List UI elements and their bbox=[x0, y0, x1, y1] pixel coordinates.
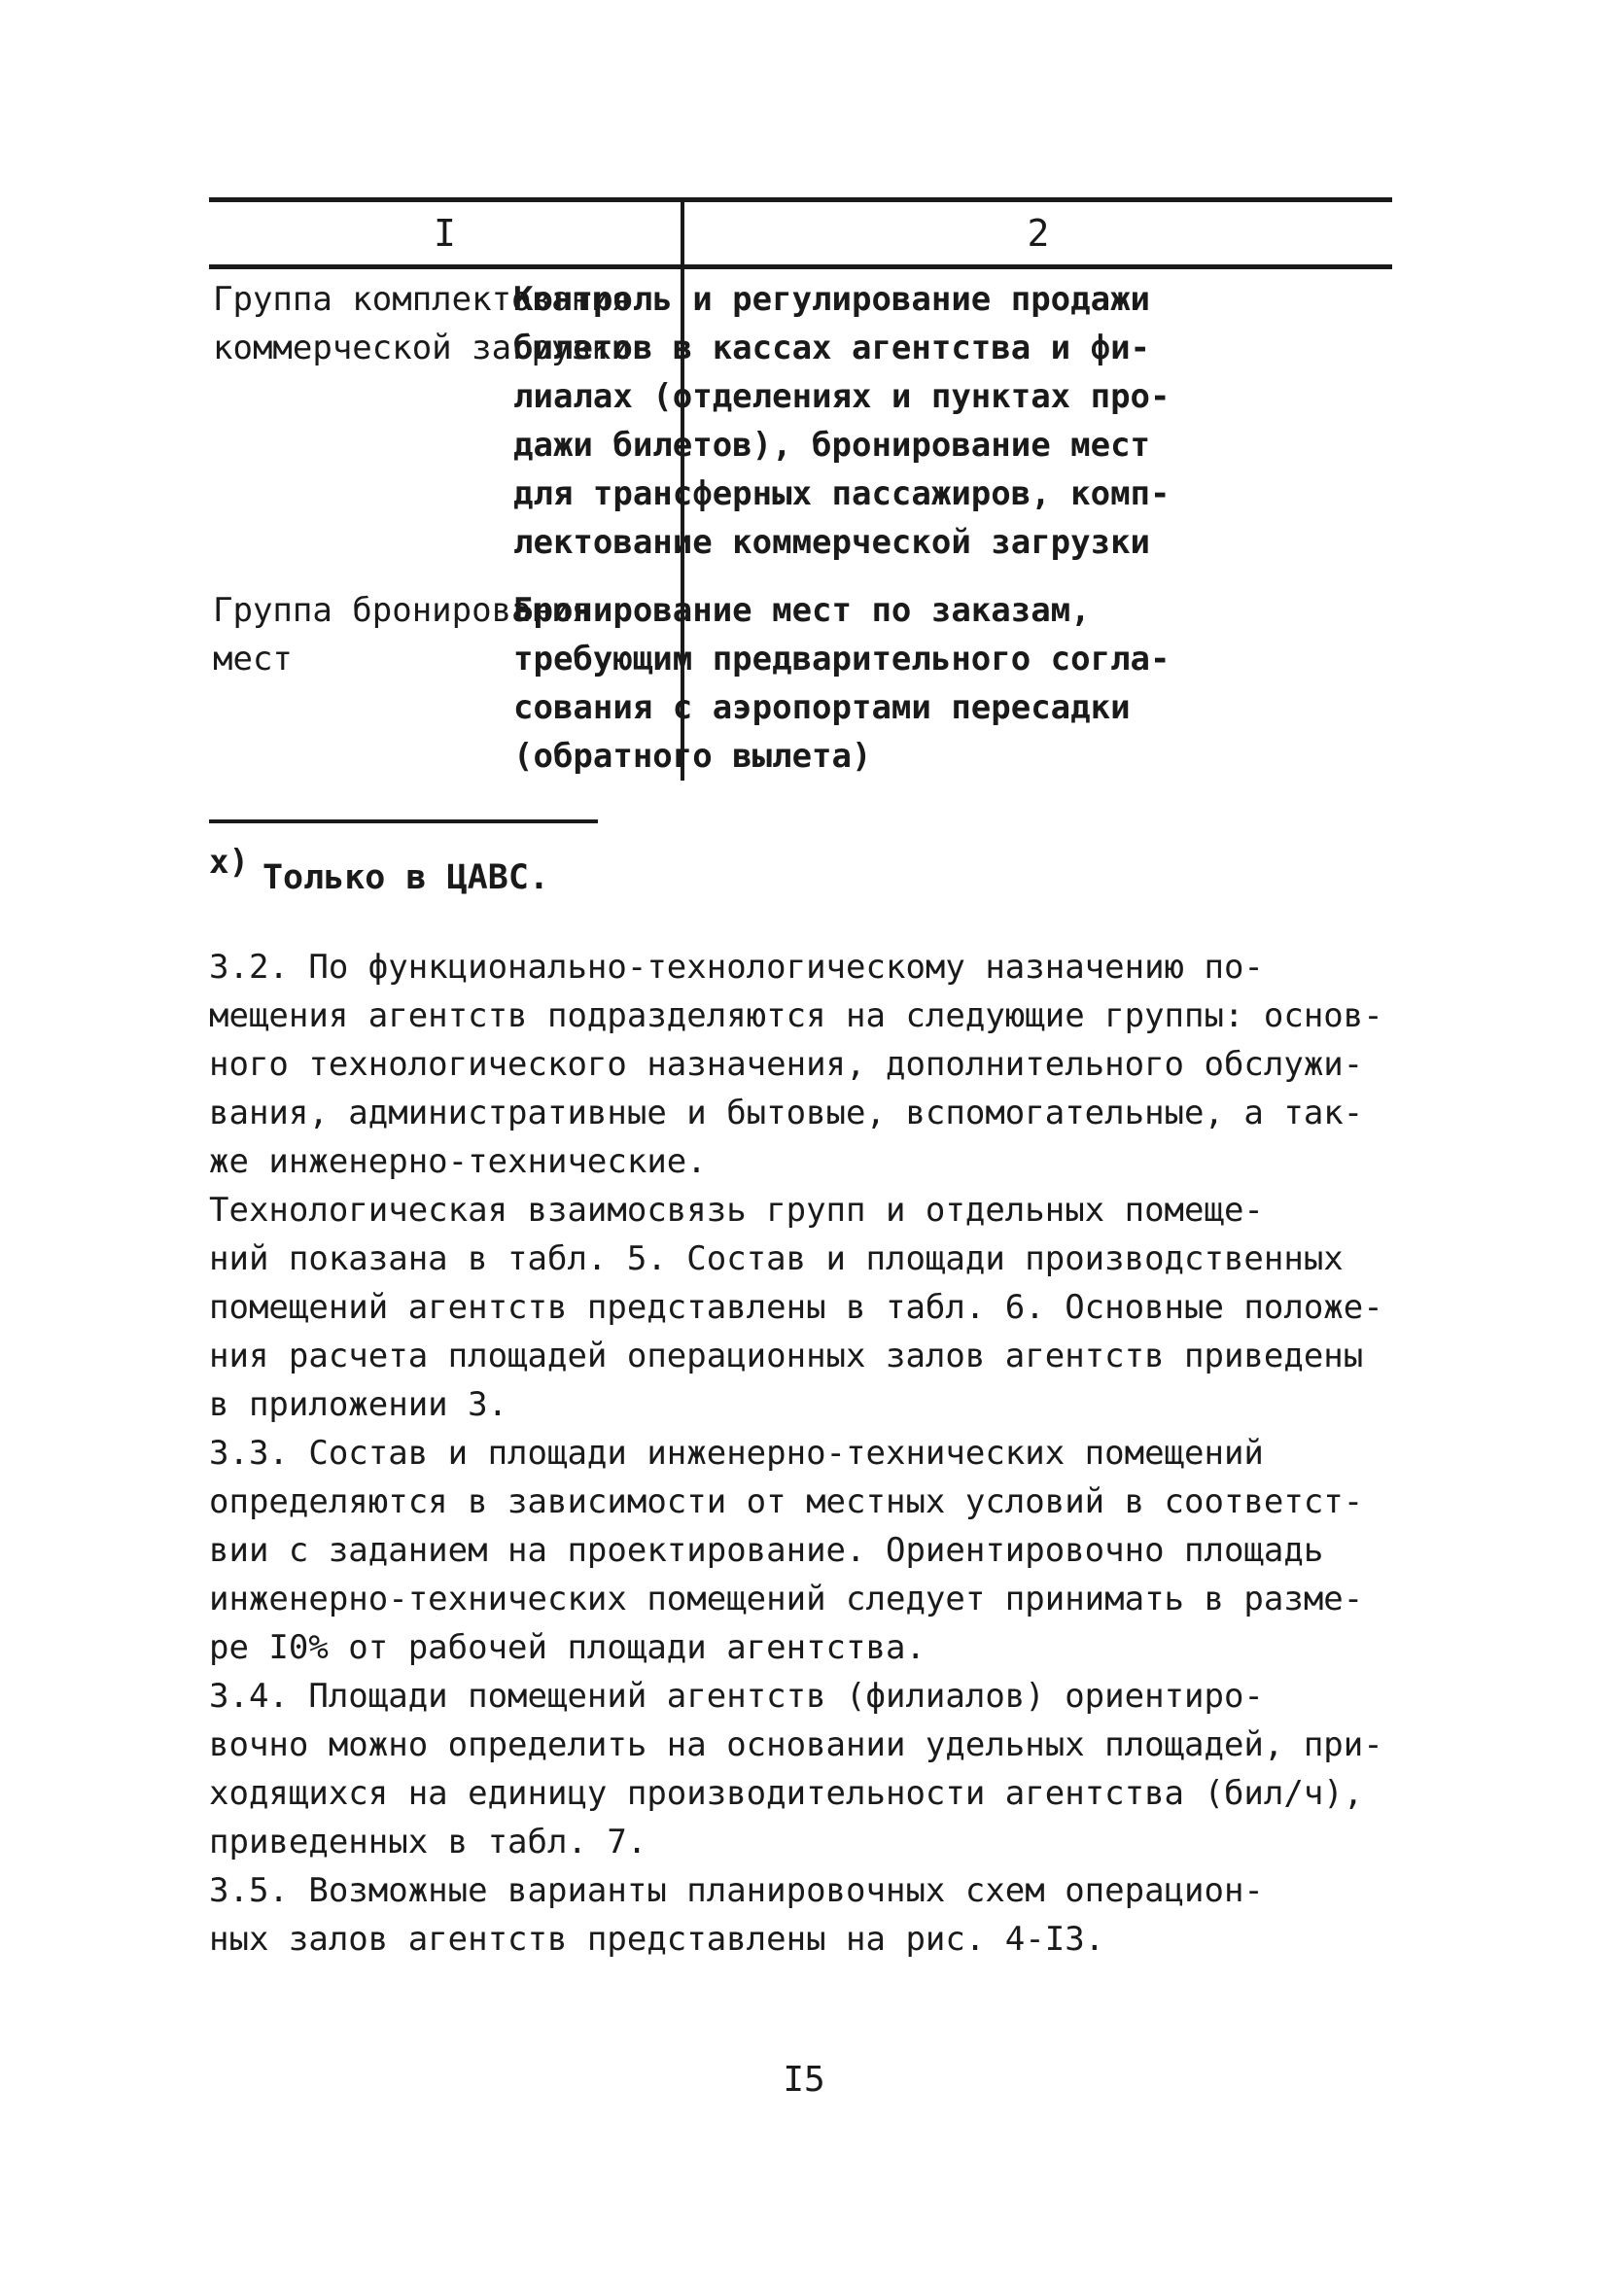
page-number: I5 bbox=[783, 2060, 825, 2100]
cell-line: Группа бронирования bbox=[213, 591, 591, 630]
footnote-mark: x) bbox=[209, 843, 249, 882]
cell-line: Контроль и регулирование продажи bbox=[513, 280, 1151, 319]
cell-line: требующим предварительного согла- bbox=[513, 640, 1171, 678]
cell-line: лектование коммерческой загрузки bbox=[513, 523, 1151, 562]
text-line: ных залов агентств представлены на рис. 4-I3. bbox=[209, 1920, 1105, 1959]
text-line: ре I0% от рабочей площади агентства. bbox=[209, 1628, 926, 1667]
text-line: определяются в зависимости от местных условий в соответст- bbox=[209, 1482, 1364, 1521]
cell-line: Группа комплектования bbox=[213, 280, 631, 319]
paragraph-3-5 bbox=[209, 1866, 1415, 1964]
table-header-col1: I bbox=[434, 212, 456, 255]
text-line: вии с заданием на проектирование. Ориентировочно площадь bbox=[209, 1531, 1324, 1570]
table-row-2-col2 bbox=[513, 586, 1171, 781]
body-text bbox=[209, 943, 1415, 1964]
cell-line: лиалах (отделениях и пунктах про- bbox=[513, 377, 1171, 416]
paragraph-3-4 bbox=[209, 1672, 1415, 1866]
text-line: ния расчета площадей операционных залов агентств приведены bbox=[209, 1337, 1364, 1375]
paragraph-tech-relations bbox=[209, 1186, 1415, 1429]
cell-line: коммерческой загрузки bbox=[213, 329, 631, 367]
text-line: ного технологического назначения, дополнительного обслужи- bbox=[209, 1045, 1364, 1084]
text-line: 3.5. Возможные варианты планировочных схем операцион- bbox=[209, 1871, 1264, 1910]
cell-line: Бронирование мест по заказам, bbox=[513, 591, 1091, 630]
text-line: вочно можно определить на основании удельных площадей, при- bbox=[209, 1725, 1383, 1764]
cell-line: (обратного вылета) bbox=[513, 737, 872, 776]
footnote bbox=[209, 838, 549, 902]
table-header-rule bbox=[209, 264, 1392, 269]
text-line: 3.2. По функционально-технологическому назначению по- bbox=[209, 948, 1264, 987]
text-line: Технологическая взаимосвязь групп и отдельных помеще- bbox=[209, 1191, 1264, 1230]
text-line: приведенных в табл. 7. bbox=[209, 1823, 647, 1861]
cell-line: для трансферных пассажиров, комп- bbox=[513, 474, 1171, 513]
footnote-text: Только в ЦАВС. bbox=[262, 858, 549, 897]
table-row-1-col2 bbox=[513, 275, 1171, 567]
cell-line: билетов в кассах агентства и фи- bbox=[513, 329, 1151, 367]
cell-line: дажи билетов), бронирование мест bbox=[513, 426, 1151, 465]
text-line: 3.4. Площади помещений агентств (филиалов) ориентиро- bbox=[209, 1677, 1264, 1716]
paragraph-3-3 bbox=[209, 1429, 1415, 1672]
footnote-rule bbox=[209, 819, 598, 823]
functions-table bbox=[209, 197, 1392, 781]
text-line: инженерно-технических помещений следует принимать в разме- bbox=[209, 1580, 1364, 1618]
text-line: 3.3. Состав и площади инженерно-технических помещений bbox=[209, 1434, 1264, 1473]
cell-line: мест bbox=[213, 640, 293, 678]
text-line: ний показана в табл. 5. Состав и площади производственных bbox=[209, 1239, 1344, 1278]
table-top-rule bbox=[209, 197, 1392, 202]
text-line: ходящихся на единицу производительности агентства (бил/ч), bbox=[209, 1774, 1364, 1813]
paragraph-3-2 bbox=[209, 943, 1415, 1186]
cell-line: сования с аэропортами пересадки bbox=[513, 688, 1131, 727]
text-line: мещения агентств подразделяются на следующие группы: основ- bbox=[209, 996, 1383, 1035]
table-header-col2: 2 bbox=[1027, 212, 1050, 255]
text-line: вания, административные и бытовые, вспомогательные, а так- bbox=[209, 1094, 1364, 1132]
text-line: помещений агентств представлены в табл. 6. Основные положе- bbox=[209, 1288, 1383, 1327]
text-line: же инженерно-технические. bbox=[209, 1142, 707, 1181]
text-line: в приложении 3. bbox=[209, 1385, 508, 1424]
